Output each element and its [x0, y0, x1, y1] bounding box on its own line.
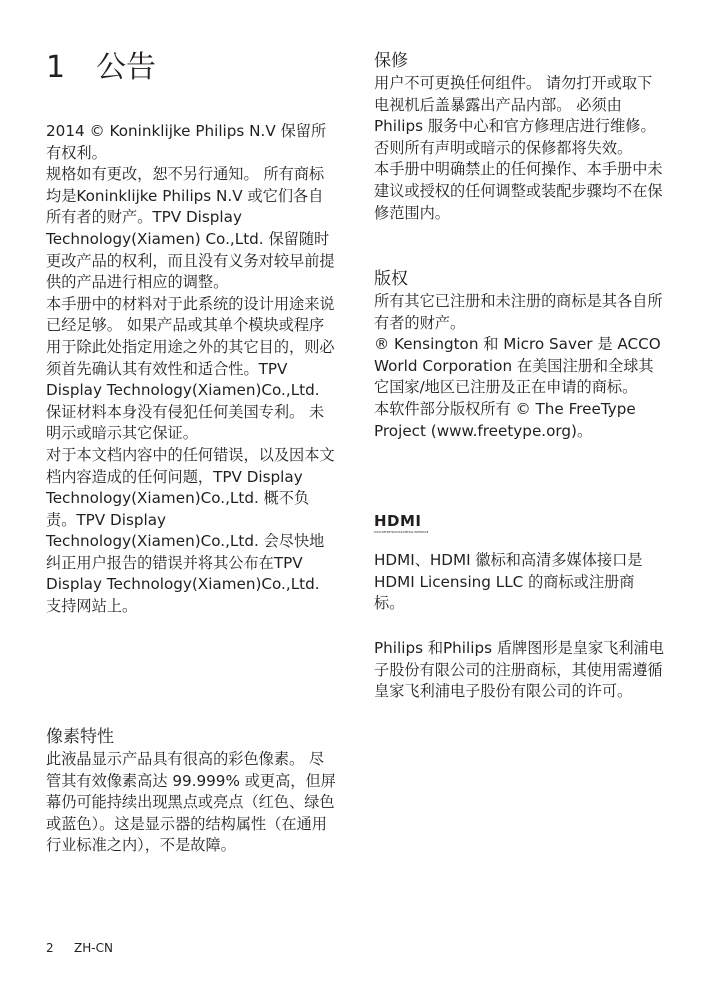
pixel-paragraph: 此液晶显示产品具有很高的彩色像素。 尽管其有效像素高达 99.999% 或更高，但屏幕仍可能持续出现黑点或亮点（红色、绿色或蓝色）。这是显示器的结构属性（在通用行业标准之内），不是故障。: [46, 750, 336, 855]
language-code: ZH-CN: [74, 941, 113, 955]
hdmi-logo-text: HDMI: [374, 512, 422, 530]
notice-block: [46, 121, 336, 618]
warranty-paragraph: 用户不可更换任何组件。 请勿打开或取下电视机后盖暴露出产品内部。 必须由Philips 服务中心和官方修理店进行维修。否则所有声明或暗示的保修都将失效。: [374, 74, 656, 157]
warranty-heading: 保修: [374, 51, 408, 71]
hdmi-logo-subtitle: HIGH-DEFINITION MULTIMEDIA INTERFACE: [374, 531, 429, 534]
spec-change-paragraph: 规格如有更改，恕不另行通知。 所有商标均是Koninklijke Philips N.V 或它们各自所有者的财产。TPV Display Technology(Xiamen) Co.,Ltd. 保留随时更改产品的权利，而且没有义务对较早前提供的产品进行相应的调整。: [46, 165, 335, 292]
chapter-title: 公告: [96, 50, 156, 85]
philips-section: [374, 638, 664, 703]
page-number: 2: [46, 941, 54, 955]
philips-paragraph: Philips 和Philips 盾牌图形是皇家飞利浦电子股份有限公司的注册商标，其使用需遵循皇家飞利浦电子股份有限公司的许可。: [374, 639, 664, 701]
hdmi-logo: [374, 512, 460, 534]
freetype-paragraph: 本软件部分版权所有 © The FreeType Project (www.freetype.org)。: [374, 399, 636, 440]
hdmi-paragraph: HDMI、HDMI 徽标和高清多媒体接口是 HDMI Licensing LLC 的商标或注册商标。: [374, 551, 643, 613]
chapter-heading: [46, 50, 156, 86]
material-paragraph: 本手册中的材料对于此系统的设计用途来说已经足够。 如果产品或其单个模块或程序用于除此处指定用途之外的其它目的，则必须首先确认其有效性和适合性。TPV Display Technology(Xiamen)Co.,Ltd. 保证材料本身没有侵犯任何美国专利。 未明示或暗示其它保证。: [46, 294, 335, 443]
warranty-scope-paragraph: 本手册中明确禁止的任何操作、本手册中未建议或授权的任何调整或装配步骤均不在保修范围内。: [374, 160, 663, 222]
copyright-heading: 版权: [374, 269, 408, 289]
pixel-section: [46, 726, 336, 857]
pixel-heading: 像素特性: [46, 727, 114, 747]
copyright-section: [374, 268, 664, 442]
hdmi-section: [374, 550, 664, 615]
kensington-paragraph: ® Kensington 和 Micro Saver 是 ACCO World Corporation 在美国注册和全球其它国家/地区已注册及正在申请的商标。: [374, 335, 661, 397]
trademark-paragraph: 所有其它已注册和未注册的商标是其各自所有者的财产。: [374, 292, 663, 332]
page-footer: [46, 940, 113, 956]
liability-paragraph: 对于本文档内容中的任何错误，以及因本文档内容造成的任何问题，TPV Display Technology(Xiamen)Co.,Ltd. 概不负责。TPV Display Technology(Xiamen)Co.,Ltd. 会尽快地纠正用户报告的错误并将其公布在TPV Display Technology(Xiamen)Co.,Ltd. 支持网站上。: [46, 445, 335, 616]
warranty-section: [374, 50, 664, 224]
copyright-notice: 2014 © Koninklijke Philips N.V 保留所有权利。: [46, 122, 327, 162]
chapter-number: 1: [46, 50, 66, 85]
